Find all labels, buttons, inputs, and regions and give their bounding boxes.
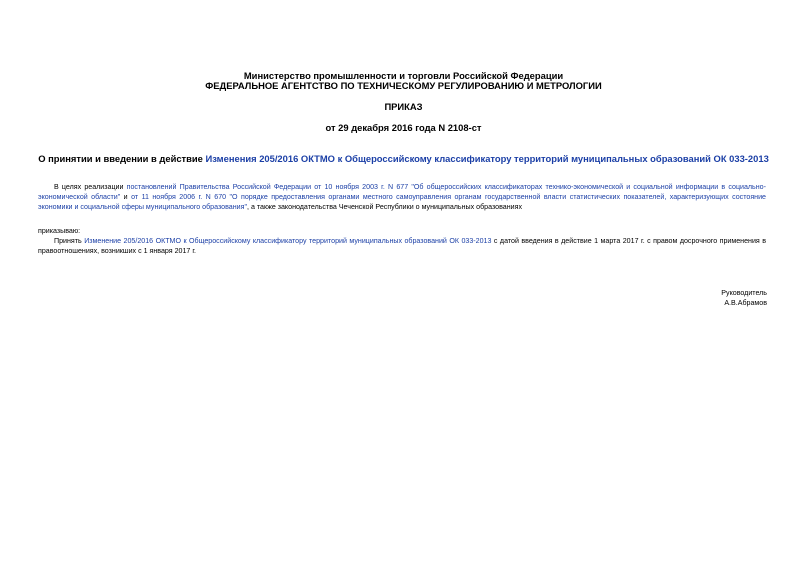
orders-label: приказываю: [38, 227, 81, 235]
document-type: ПРИКАЗ [384, 101, 423, 112]
ministry-name: Министерство промышленности и торговли Российской Федерации [243, 70, 564, 81]
agency-name: ФЕДЕРАЛЬНОЕ АГЕНТСТВО ПО ТЕХНИЧЕСКОМУ РЕГУЛИРОВАНИЮ И МЕТРОЛОГИИ [205, 80, 602, 91]
accept-link[interactable]: Изменение 205/2016 ОКТМО к Общероссийскому классификатору территорий муниципальных образований ОК 033-2013 [84, 237, 492, 245]
document-title [0, 153, 807, 165]
basis-link-resolution-677[interactable]: постановлений Правительства Российской Федерации от 10 ноября 2003 г. N 677 "Об общероссийских классификаторах технико-экономической и социальной информации в социально-экономической области" [38, 183, 766, 202]
document-date-number: от 29 декабря 2016 года N 2108-ст [325, 122, 482, 133]
basis-text-3: , а также законодательства Чеченской Республики о муниципальных образованиях [247, 203, 522, 212]
basis-text-1: В целях реализации [54, 183, 127, 191]
basis-paragraph [38, 182, 766, 213]
basis-text-2: и [120, 193, 132, 202]
signature-name: А.В.Абрамов [724, 299, 767, 307]
basis-link-resolution-670[interactable]: от 11 ноября 2006 г. N 670 "О порядке предоставления органами местного самоуправления органам государственной власти статистических показателей, характеризующих состояние экономики и социальной сферы муниципального образования" [38, 193, 766, 212]
accept-text-2: с датой введения в действие 1 марта 2017 г. с правом досрочного применения в правоотношениях, возникших с 1 января 2017 г. [38, 237, 766, 256]
accept-paragraph [38, 236, 766, 256]
accept-text-1: Принять [54, 237, 85, 245]
title-link[interactable]: Изменения 205/2016 ОКТМО к Общероссийскому классификатору территорий муниципальных образований ОК 033-2013 [205, 153, 769, 164]
signature-title: Руководитель [721, 289, 767, 297]
title-prefix: О принятии и введении в действие [38, 153, 206, 164]
